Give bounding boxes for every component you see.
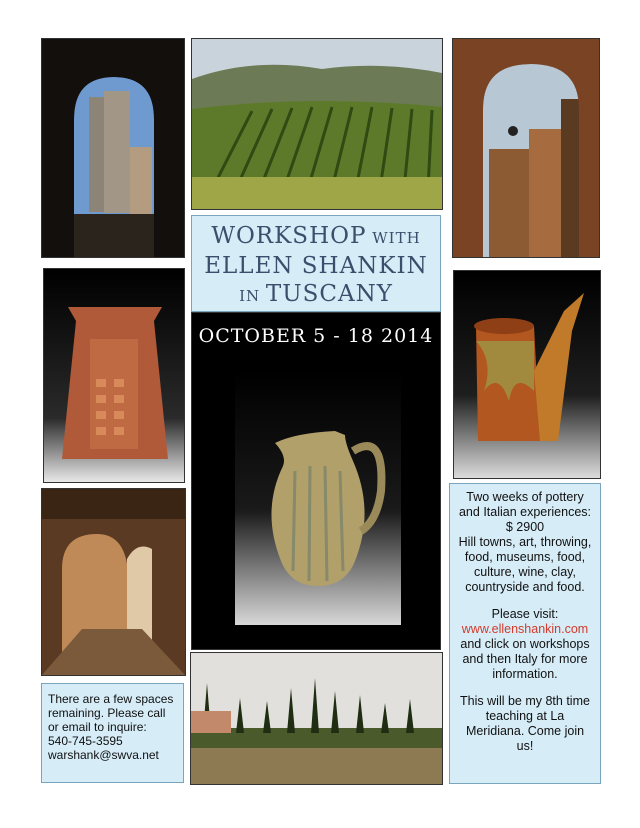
title-in: IN	[239, 287, 266, 305]
photo-alley	[41, 488, 186, 676]
title-line-3	[192, 280, 440, 310]
photo-pitcher	[235, 371, 401, 625]
photo-brick-arch	[452, 38, 600, 258]
contact-panel	[41, 683, 184, 783]
title-line-1	[192, 222, 440, 252]
title-tuscany: TUSCANY	[265, 281, 393, 307]
info-panel	[449, 483, 601, 784]
photo-vineyard	[191, 38, 443, 210]
contact-phone[interactable]: 540-745-3595	[48, 734, 123, 748]
date-band	[191, 312, 441, 650]
photo-square-vase	[43, 268, 185, 483]
event-date: OCTOBER 5 - 18 2014	[198, 325, 434, 347]
title-panel	[191, 215, 441, 312]
info-closing: This will be my 8th time teaching at La Meridiana. Come join us!	[460, 694, 590, 753]
info-intro	[456, 490, 594, 595]
title-name: ELLEN SHANKIN	[204, 253, 428, 279]
info-instructions: and click on workshops and then Italy for more information.	[460, 637, 590, 681]
contact-email[interactable]: warshank@swva.net	[48, 748, 159, 762]
info-visit-block	[456, 607, 594, 682]
photo-archway-towers	[41, 38, 185, 258]
info-intro-text: Two weeks of pottery and Italian experiences:	[458, 490, 592, 519]
title-workshop: WORKSHOP	[211, 223, 367, 249]
contact-text: There are a few spaces remaining. Please call or email to inquire:	[48, 692, 174, 734]
website-link[interactable]: www.ellenshankin.com	[461, 622, 589, 636]
photo-teapot	[453, 270, 601, 479]
title-with: WITH	[366, 229, 421, 247]
photo-cypress-trees	[190, 652, 443, 785]
info-activities: Hill towns, art, throwing, food, museums, food, culture, wine, clay, countryside and food.	[458, 535, 592, 594]
info-visit-label: Please visit:	[491, 607, 559, 621]
info-price: $ 2900	[505, 520, 545, 534]
